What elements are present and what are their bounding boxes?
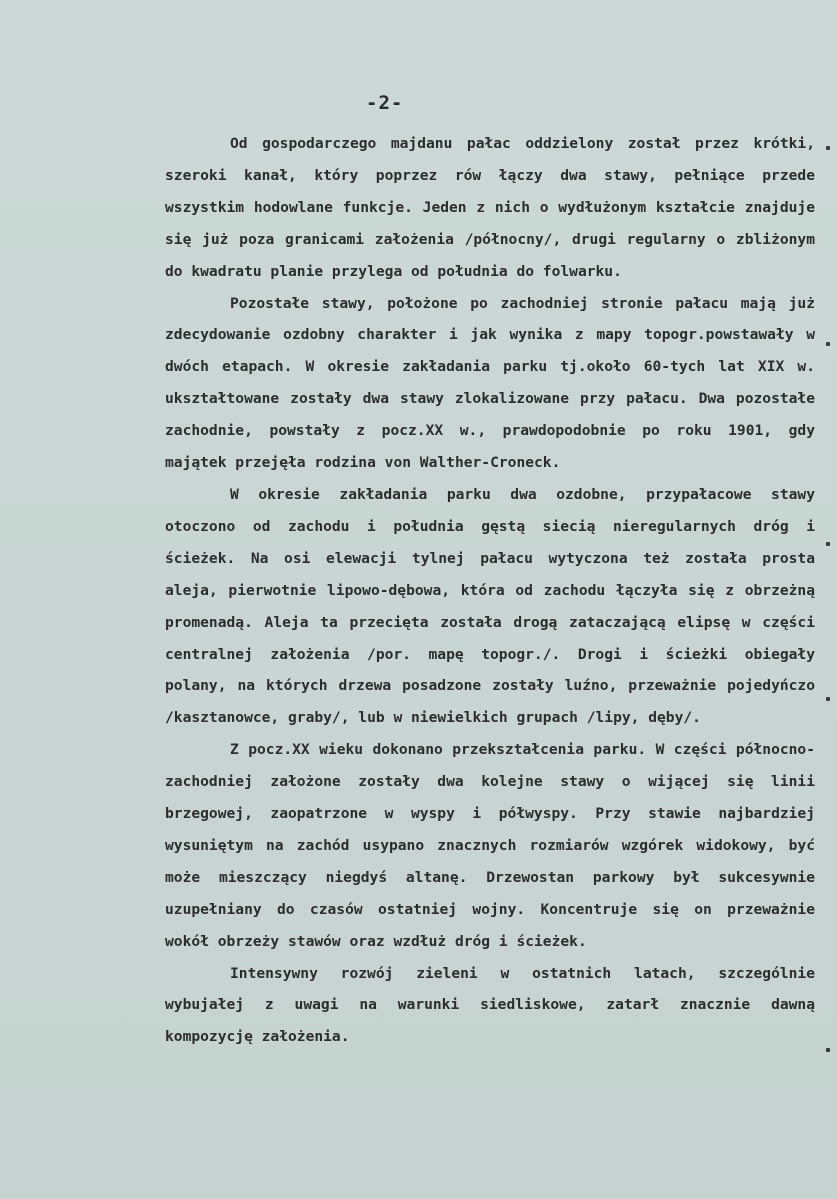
scan-edge-mark	[826, 342, 830, 346]
paragraph: Od gospodarczego majdanu pałac oddzielony został przez krótki, szeroki kanał, który poprzez rów łączy dwa stawy, pełniące przede wszystkim hodowlane funkcje. Jeden z nich o wydłużonym kształcie znajduje się już poza granicami założenia /północny/, drugi regularny o zbliżonym do kwadratu planie przylega od południa do folwarku.	[165, 135, 815, 280]
paragraph: Pozostałe stawy, położone po zachodniej stronie pałacu mają już zdecydowanie ozdobny charakter i jak wynika z mapy topogr.powstawały w dwóch etapach. W okresie zakładania parku tj.około 60-tych lat XIX w. ukształtowane zostały dwa stawy zlokalizowane przy pałacu. Dwa pozostałe zachodnie, powstały z pocz.XX w., prawdopodobnie po roku 1901, gdy majątek przejęła rodzina von Walther-Croneck.	[165, 294, 815, 472]
paragraph: Z pocz.XX wieku dokonano przekształcenia parku. W części północno-zachodniej założone zostały dwa kolejne stawy o wijącej się linii brzegowej, zaopatrzone w wyspy i półwyspy. Przy stawie najbardziej wysuniętym na zachód usypano znacznych rozmiarów wzgórek widokowy, być może mieszczący niegdyś altanę. Drzewostan parkowy był sukcesywnie uzupełniany do czasów ostatniej wojny. Koncentruje się on przeważnie wokół obrzeży stawów oraz wzdłuż dróg i ścieżek.	[165, 741, 815, 950]
body-text	[165, 128, 815, 1053]
paragraph: Intensywny rozwój zieleni w ostatnich latach, szczególnie wybujałej z uwagi na warunki siedliskowe, zatarł znacznie dawną kompozycję założenia.	[165, 964, 815, 1046]
scan-edge-mark	[826, 146, 830, 150]
scan-edge-mark	[826, 1048, 830, 1052]
scan-edge-mark	[826, 697, 830, 701]
paragraph: W okresie zakładania parku dwa ozdobne, przypałacowe stawy otoczono od zachodu i południa gęstą siecią nieregularnych dróg i ścieżek. Na osi elewacji tylnej pałacu wytyczona też została prosta aleja, pierwotnie lipowo-dębowa, która od zachodu łączyła się z obrzeżną promenadą. Aleja ta przecięta została drogą zataczającą elipsę w części centralnej założenia /por. mapę topogr./. Drogi i ścieżki obiegały polany, na których drzewa posadzone zostały luźno, przeważnie pojedyńczo /kasztanowce, graby/, lub w niewielkich grupach /lipy, dęby/.	[165, 485, 815, 727]
page-number: -2-	[366, 92, 404, 114]
scan-edge-mark	[826, 542, 830, 546]
